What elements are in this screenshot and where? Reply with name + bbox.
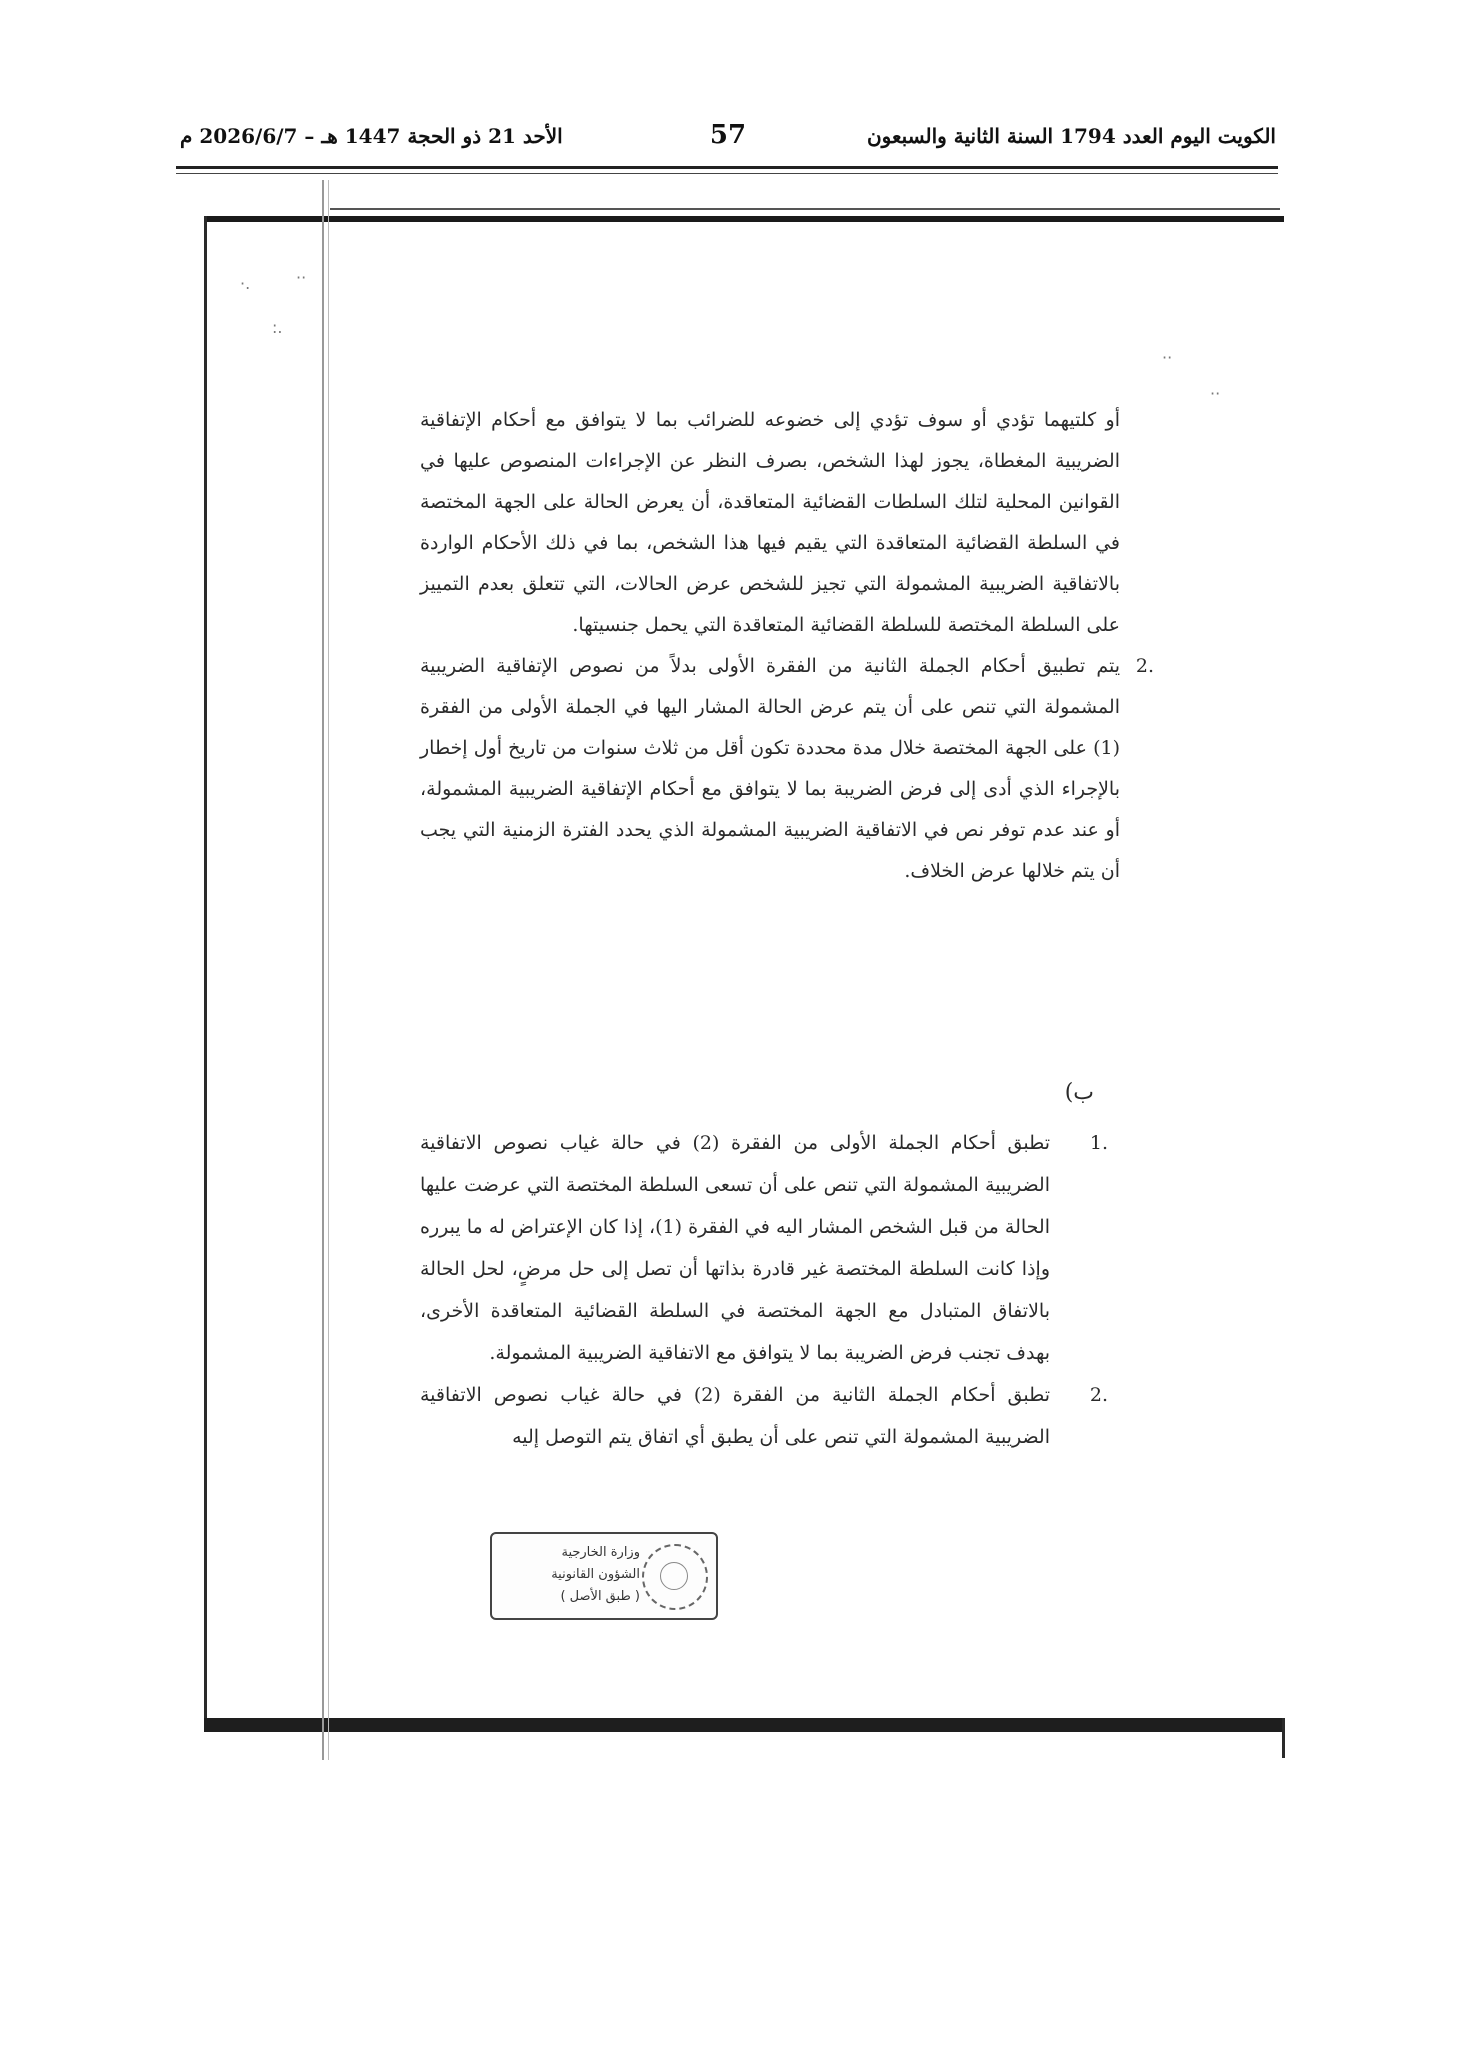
- list-item-number: .2: [1089, 1384, 1108, 1406]
- list-item-number: .1: [1089, 1132, 1108, 1154]
- list-item-number: .2: [1135, 655, 1154, 677]
- list-item-b1: [420, 1122, 1108, 1374]
- scan-frame-top-thin: [330, 208, 1280, 210]
- scan-frame-left: [204, 216, 207, 1732]
- scan-frame-right: [1282, 1718, 1285, 1758]
- section-a-text: [420, 400, 1154, 892]
- section-b-text: [420, 1122, 1108, 1458]
- stamp-text: [502, 1542, 640, 1608]
- list-item-a2: [420, 646, 1154, 892]
- section-b-label: ب): [1064, 1080, 1094, 1105]
- seal-emblem-icon: [642, 1544, 708, 1610]
- scan-frame-bottom: [204, 1718, 1284, 1732]
- page-number: 57: [709, 120, 747, 150]
- list-item-text: تطبق أحكام الجملة الثانية من الفقرة (2) في حالة غياب نصوص الاتفاقية الضريبية المشمولة التي تنص على أن يطبق أي اتفاق يتم التوصل إليه: [420, 1384, 1050, 1448]
- scan-speck: ··: [1162, 348, 1173, 367]
- ministry-stamp: [490, 1532, 718, 1620]
- stamp-line: الشؤون القانونية: [551, 1567, 640, 1582]
- list-item-text: يتم تطبيق أحكام الجملة الثانية من الفقرة الأولى بدلاً من نصوص الإتفاقية الضريبية المشمولة التي تنص على أن يتم عرض الحالة المشار اليها في الجملة الأولى من الفقرة (1) على الجهة المختصة خلال مدة محددة تكون أقل من ثلاث سنوات من تاريخ أول إخطار بالإجراء الذي أدى إلى فرض الضريبة بما لا يتوافق مع أحكام الإتفاقية الضريبية المشمولة، أو عند عدم توفر نص في الاتفاقية الضريبية المشمولة الذي يحدد الفترة الزمنية التي يجب أن يتم خلالها عرض الخلاف.: [420, 655, 1120, 882]
- scan-speck: :.: [272, 318, 283, 337]
- header-rule-thin: [176, 173, 1278, 174]
- stamp-line: ( طبق الأصل ): [560, 1589, 640, 1604]
- scan-binding-line: [322, 180, 324, 1760]
- scan-speck: ··: [296, 268, 307, 287]
- scan-binding-line-inner: [328, 180, 329, 1760]
- intro-paragraph: أو كلتيهما تؤدي أو سوف تؤدي إلى خضوعه للضرائب بما لا يتوافق مع أحكام الإتفاقية الضريبية المغطاة، يجوز لهذا الشخص، بصرف النظر عن الإجراءات المنصوص عليها في القوانين المحلية لتلك السلطات القضائية المتعاقدة، أن يعرض الحالة على الجهة المختصة في السلطة القضائية المتعاقدة التي يقيم فيها هذا الشخص، بما في ذلك الأحكام الواردة بالاتفاقية الضريبية المشمولة التي تجيز للشخص عرض الحالات، التي تتعلق بعدم التمييز على السلطة المختصة للسلطة القضائية المتعاقدة التي يحمل جنسيتها.: [420, 409, 1120, 636]
- list-item-b2: [420, 1374, 1108, 1458]
- stamp-line: وزارة الخارجية: [561, 1545, 640, 1560]
- header-rule-thick: [176, 166, 1278, 169]
- gazette-date: الأحد 21 ذو الحجة 1447 هـ – 2026/6/7 م: [180, 124, 563, 148]
- scan-speck: ·.: [240, 274, 251, 293]
- scan-speck: ··: [1210, 384, 1221, 403]
- list-item-text: تطبق أحكام الجملة الأولى من الفقرة (2) في حالة غياب نصوص الاتفاقية الضريبية المشمولة التي تنص على أن تسعى السلطة المختصة التي عرضت عليها الحالة من قبل الشخص المشار اليه في الفقرة (1)، إذا كان الإعتراض له ما يبرره وإذا كانت السلطة المختصة غير قادرة بذاتها أن تصل إلى حل مرضٍ، لحل الحالة بالاتفاق المتبادل مع الجهة المختصة في السلطة القضائية المتعاقدة الأخرى، بهدف تجنب فرض الضريبة بما لا يتوافق مع الاتفاقية الضريبية المشمولة.: [420, 1132, 1050, 1364]
- page-header: [180, 118, 1276, 158]
- scan-frame-top: [204, 216, 1284, 222]
- gazette-issue-info: الكويت اليوم العدد 1794 السنة الثانية والسبعون: [866, 124, 1276, 148]
